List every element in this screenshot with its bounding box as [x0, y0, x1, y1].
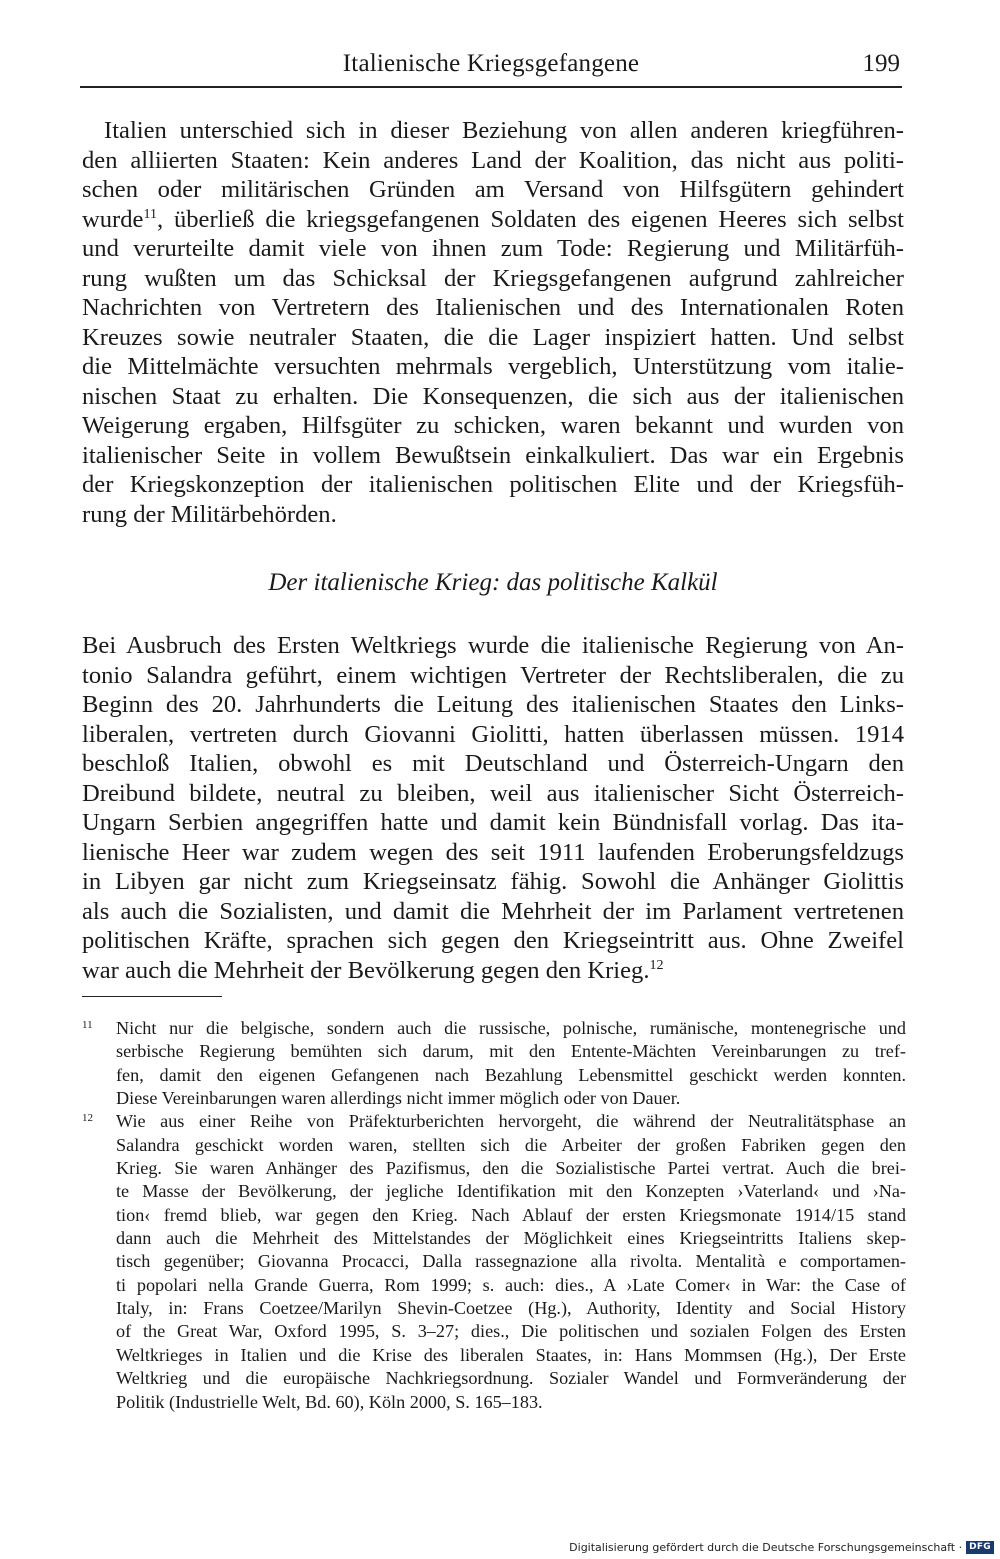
text-line: italienischer Seite in vollem Bewußtsein einkalkuliert. Das war ein Ergebnis	[82, 441, 904, 469]
text-line: rung wußten um das Schicksal der Kriegsgefangenen aufgrund zahlreicher	[82, 264, 904, 292]
text-line: in Libyen gar nicht zum Kriegseinsatz fähig. Sowohl die Anhänger Giolittis	[82, 868, 904, 895]
footnote-mark-11: 11	[82, 1019, 93, 1031]
footnote-line: Weltkrieg und die europäische Nachkriegsordnung. Sozialer Wandel und Formveränderung der	[116, 1368, 906, 1389]
footnote-line	[82, 1110, 906, 1133]
running-head	[80, 46, 902, 88]
text-fragment: , überließ die kriegsgefangenen Soldaten des eigenen Heeres sich selbst	[156, 205, 904, 233]
text-line: den alliierten Staaten: Kein anderes Land der Koalition, das nicht aus politi-	[82, 146, 904, 174]
text-line: lienische Heer war zudem wegen des seit 1911 laufenden Eroberungsfeldzugs	[82, 838, 904, 866]
footnote-line: of the Great War, Oxford 1995, S. 3–27; dies., Die politischen und sozialen Folgen des Ersten	[116, 1321, 906, 1342]
footnote-line: Krieg. Sie waren Anhänger des Pazifismus, den die Sozialistische Partei vertrat. Auch die brei-	[116, 1158, 906, 1179]
section-heading: Der italienische Krieg: das politische Kalkül	[268, 569, 718, 596]
text-line: Kreuzes sowie neutraler Staaten, die die Lager inspiziert hatten. Und selbst	[82, 323, 904, 351]
text-line: politischen Kräfte, sprachen sich gegen den Kriegseintritt aus. Ohne Zweifel	[82, 927, 904, 954]
text-line: Bei Ausbruch des Ersten Weltkriegs wurde die italienische Regierung von An-	[82, 632, 904, 659]
footnote-text: Nicht nur die belgische, sondern auch die russische, polnische, rumänische, montenegrische und	[116, 1018, 906, 1038]
running-title: Italienische Kriegsgefangene	[342, 50, 640, 77]
text-line: rung der Militärbehörden.	[82, 500, 337, 528]
text-line: Weigerung ergaben, Hilfsgüter zu schicken, waren bekannt und wurden von	[82, 412, 904, 439]
footnote-line: te Masse der Bevölkerung, der jegliche Identifikation mit den Konzepten ›Vaterland‹ und ›Na-	[116, 1181, 906, 1202]
footnotes	[82, 1017, 906, 1414]
footnote-line: serbische Regierung bemühten sich darum, mit den Entente-Mächten Vereinbarungen zu tref-	[116, 1041, 906, 1062]
footnote-ref-11[interactable]: 11	[143, 206, 157, 222]
footnote-line: Politik (Industrielle Welt, Bd. 60), Köln 2000, S. 165–183.	[116, 1391, 543, 1412]
footnote-line	[82, 1017, 906, 1040]
footnote-line: dann auch die Mehrheit des Mittelstandes der Möglichkeit eines Kriegseintritts Italiens skep-	[116, 1228, 906, 1249]
page-number: 199	[862, 50, 900, 77]
text-line: der Kriegskonzeption der italienischen politischen Elite und der Kriegsfüh-	[82, 471, 904, 498]
text-line: nischen Staat zu erhalten. Die Konsequenzen, die sich aus der italienischen	[82, 382, 904, 410]
paragraph-2	[82, 631, 904, 985]
text-line: Dreibund bildete, neutral zu bleiben, weil aus italienischer Sicht Österreich-	[82, 779, 904, 807]
text-line: tonio Salandra geführt, einem wichtigen Vertreter der Rechtsliberalen, die zu	[82, 661, 904, 689]
footnote-line: Diese Vereinbarungen waren allerdings nicht immer möglich oder von Dauer.	[116, 1088, 681, 1109]
text-line	[82, 956, 904, 986]
text-line: schen oder militärischen Gründen am Versand von Hilfsgütern gehindert	[82, 176, 904, 203]
footnote-ref-12[interactable]: 12	[649, 957, 664, 973]
text-line: liberalen, vertreten durch Giovanni Giolitti, hatten überlassen müssen. 1914	[82, 720, 904, 748]
footnote-mark-12: 12	[82, 1112, 93, 1125]
text-line: und verurteilte damit viele von ihnen zum Tode: Regierung und Militärfüh-	[82, 235, 904, 262]
text-line: die Mittelmächte versuchten mehrmals vergeblich, Unterstützung vom italie-	[82, 353, 904, 380]
digitization-credit	[569, 1541, 994, 1554]
text-line	[82, 205, 904, 235]
footnote-line: ti popolari nella Grande Guerra, Rom 1999; s. auch: dies., A ›Late Comer‹ in War: the Case of	[116, 1274, 906, 1295]
footnote-line: tisch gegenüber; Giovanna Procacci, Dalla rassegnazione alla rivolta. Mentalità e comportamen-	[116, 1251, 906, 1272]
footnote-line: Salandra geschickt worden waren, stellten sich die Arbeiter der großen Fabriken gegen den	[116, 1134, 906, 1155]
text-line: Ungarn Serbien angegriffen hatte und damit kein Bündnisfall vorlag. Das ita-	[82, 809, 904, 836]
footnote-separator	[82, 996, 222, 997]
footnote-text: Wie aus einer Reihe von Präfekturberichten hervorgeht, die während der Neutralitätsphase an	[116, 1111, 906, 1132]
text-fragment: war auch die Mehrheit der Bevölkerung gegen den Krieg.	[82, 956, 650, 984]
text-line: Italien unterschied sich in dieser Beziehung von allen anderen kriegführen-	[104, 117, 904, 144]
footnote-line: tion‹ fremd blieb, war gegen den Krieg. Nach Ablauf der ersten Kriegsmonate 1914/15 stand	[116, 1204, 906, 1225]
credit-text: Digitalisierung gefördert durch die Deutsche Forschungsgemeinschaft ·	[569, 1541, 963, 1554]
footnote-line: Italy, in: Frans Coetzee/Marilyn Shevin-Coetzee (Hg.), Authority, Identity and Social History	[116, 1298, 906, 1319]
text-fragment: wurde	[82, 205, 144, 233]
text-line: beschloß Italien, obwohl es mit Deutschland und Österreich-Ungarn den	[82, 750, 904, 777]
footnote-line: Weltkrieges in Italien und die Krise des liberalen Staates, in: Hans Mommsen (Hg.), Der Erste	[116, 1344, 906, 1365]
text-line: Beginn des 20. Jahrhunderts die Leitung des italienischen Staates den Links-	[82, 691, 904, 718]
text-line: als auch die Sozialisten, und damit die Mehrheit der im Parlament vertretenen	[82, 897, 904, 925]
text-line: Nachrichten von Vertretern des Italienischen und des Internationalen Roten	[82, 294, 904, 321]
dfg-logo: DFG	[966, 1541, 994, 1554]
footnote-line: fen, damit den eigenen Gefangenen nach Bezahlung Lebensmittel geschickt werden konnten.	[116, 1064, 906, 1085]
paragraph-1	[82, 116, 904, 529]
